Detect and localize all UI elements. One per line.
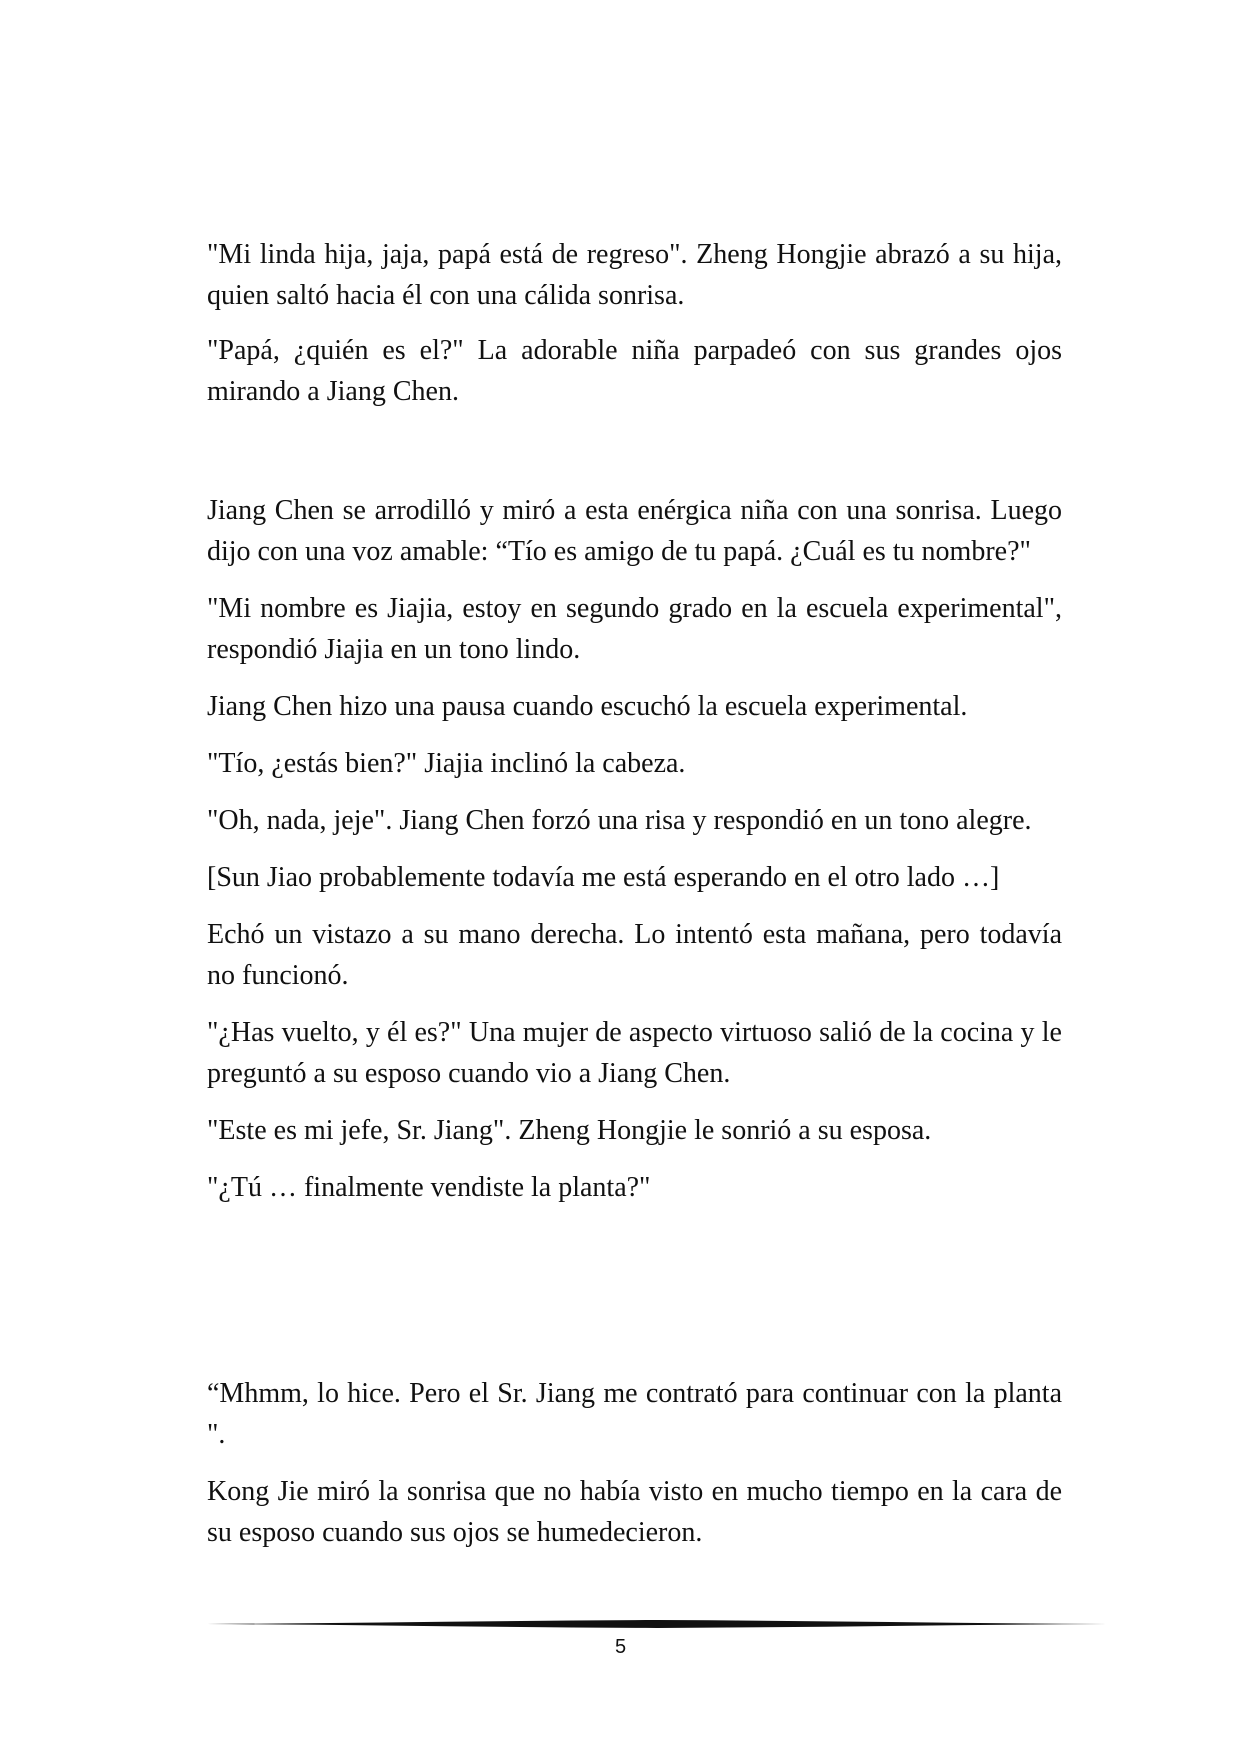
page-number: 5 [614,1636,627,1658]
paragraph: "Tío, ¿estás bien?" Jiajia inclinó la cabeza. [207,748,686,779]
paragraph: "Mi nombre es Jiajia, estoy en segundo grado en la escuela experimental", respondió Jiajia en un tono lindo. [207,593,1062,665]
paragraph: "Este es mi jefe, Sr. Jiang". Zheng Hongjie le sonrió a su esposa. [207,1115,932,1146]
paragraph-group-1 [207,234,1062,412]
paragraph-group-3 [207,1373,1062,1553]
paragraph: "Mi linda hija, jaja, papá está de regreso". Zheng Hongjie abrazó a su hija, quien saltó hacia él con una cálida sonrisa. [207,239,1062,311]
paragraph: Echó un vistazo a su mano derecha. Lo intentó esta mañana, pero todavía no funcionó. [207,919,1062,991]
paragraph: Jiang Chen hizo una pausa cuando escuchó la escuela experimental. [207,691,968,722]
paragraph: Jiang Chen se arrodilló y miró a esta enérgica niña con una sonrisa. Luego dijo con una voz amable: “Tío es amigo de tu papá. ¿Cuál es tu nombre?" [207,495,1062,567]
paragraph: [Sun Jiao probablemente todavía me está esperando en el otro lado …] [207,862,1000,893]
paragraph: "Papá, ¿quién es el?" La adorable niña parpadeó con sus grandes ojos mirando a Jiang Chen. [207,335,1062,407]
paragraph: “Mhmm, lo hice. Pero el Sr. Jiang me contrató para continuar con la planta ". [207,1378,1062,1450]
paragraph: "Oh, nada, jeje". Jiang Chen forzó una risa y respondió en un tono alegre. [207,805,1032,836]
paragraph: Kong Jie miró la sonrisa que no había visto en mucho tiempo en la cara de su esposo cuando sus ojos se humedecieron. [207,1476,1062,1548]
paragraph: "¿Has vuelto, y él es?" Una mujer de aspecto virtuoso salió de la cocina y le preguntó a su esposo cuando vio a Jiang Chen. [207,1017,1062,1089]
paragraph: "¿Tú … finalmente vendiste la planta?" [207,1172,651,1203]
footer-divider [207,1617,1107,1631]
paragraph-group-2 [207,490,1062,1208]
